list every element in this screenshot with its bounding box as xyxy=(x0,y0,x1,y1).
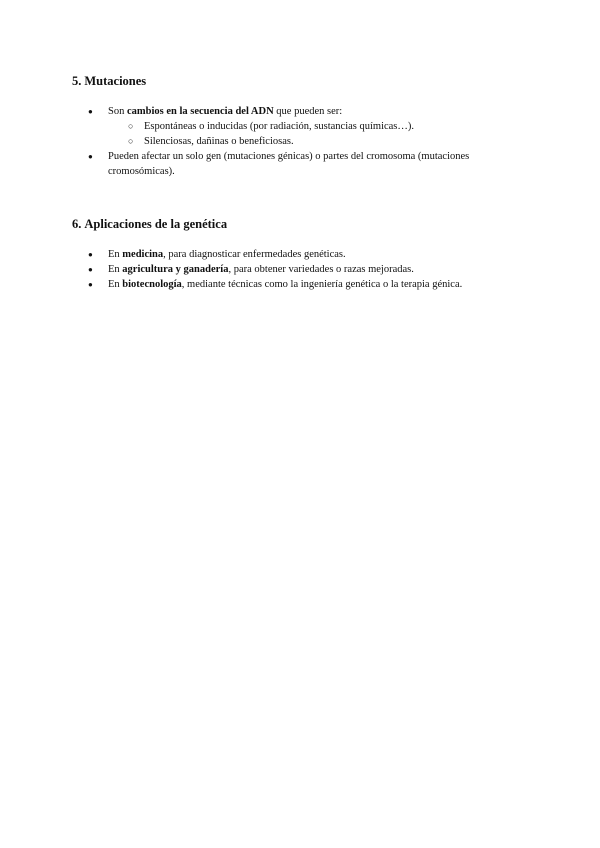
bold-term: agricultura y ganadería xyxy=(122,264,229,275)
section-title: Aplicaciones de la genética xyxy=(84,217,228,231)
bold-term: cambios en la secuencia del ADN xyxy=(126,106,274,117)
list-item-text: Pueden afectar un solo gen (mutaciones génicas) o partes del cromosoma (mutaciones cromosómicas). xyxy=(108,151,470,177)
bullet-icon: ● xyxy=(88,107,93,116)
bullet-list xyxy=(72,104,532,179)
sub-list-item xyxy=(108,134,532,149)
bullet-icon: ● xyxy=(88,250,93,259)
section-heading xyxy=(72,74,532,88)
bullet-icon: ● xyxy=(88,265,93,274)
sub-list-item-text: Espontáneas o inducidas (por radiación, sustancias químicas…). xyxy=(144,121,415,132)
section-aplicaciones xyxy=(72,217,532,292)
bullet-list xyxy=(72,247,532,292)
section-number: 5. xyxy=(72,74,82,88)
list-item-text: En medicina, para diagnosticar enfermedades genéticas. xyxy=(108,249,346,260)
sub-list-item-text: Silenciosas, dañinas o beneficiosas. xyxy=(144,136,294,147)
list-item xyxy=(72,262,532,277)
list-item-text: Son cambios en la secuencia del ADN que pueden ser: xyxy=(108,106,343,117)
section-mutaciones xyxy=(72,74,532,179)
list-item xyxy=(72,247,532,262)
bullet-icon: ● xyxy=(88,152,93,161)
list-item-text: En agricultura y ganadería, para obtener variedades o razas mejoradas. xyxy=(108,264,414,275)
bold-term: medicina xyxy=(122,249,164,260)
sub-list-item xyxy=(108,119,532,134)
hollow-bullet-icon: ○ xyxy=(128,136,134,146)
hollow-bullet-icon: ○ xyxy=(128,121,134,131)
list-item xyxy=(72,277,532,292)
section-title: Mutaciones xyxy=(84,74,147,88)
list-item xyxy=(72,104,532,149)
sub-bullet-list xyxy=(108,119,532,149)
bullet-icon: ● xyxy=(88,280,93,289)
list-item xyxy=(72,149,532,179)
section-heading xyxy=(72,217,532,231)
section-number: 6. xyxy=(72,217,82,231)
list-item-text: En biotecnología, mediante técnicas como la ingeniería genética o la terapia génica. xyxy=(108,279,463,290)
bold-term: biotecnología xyxy=(122,279,182,290)
